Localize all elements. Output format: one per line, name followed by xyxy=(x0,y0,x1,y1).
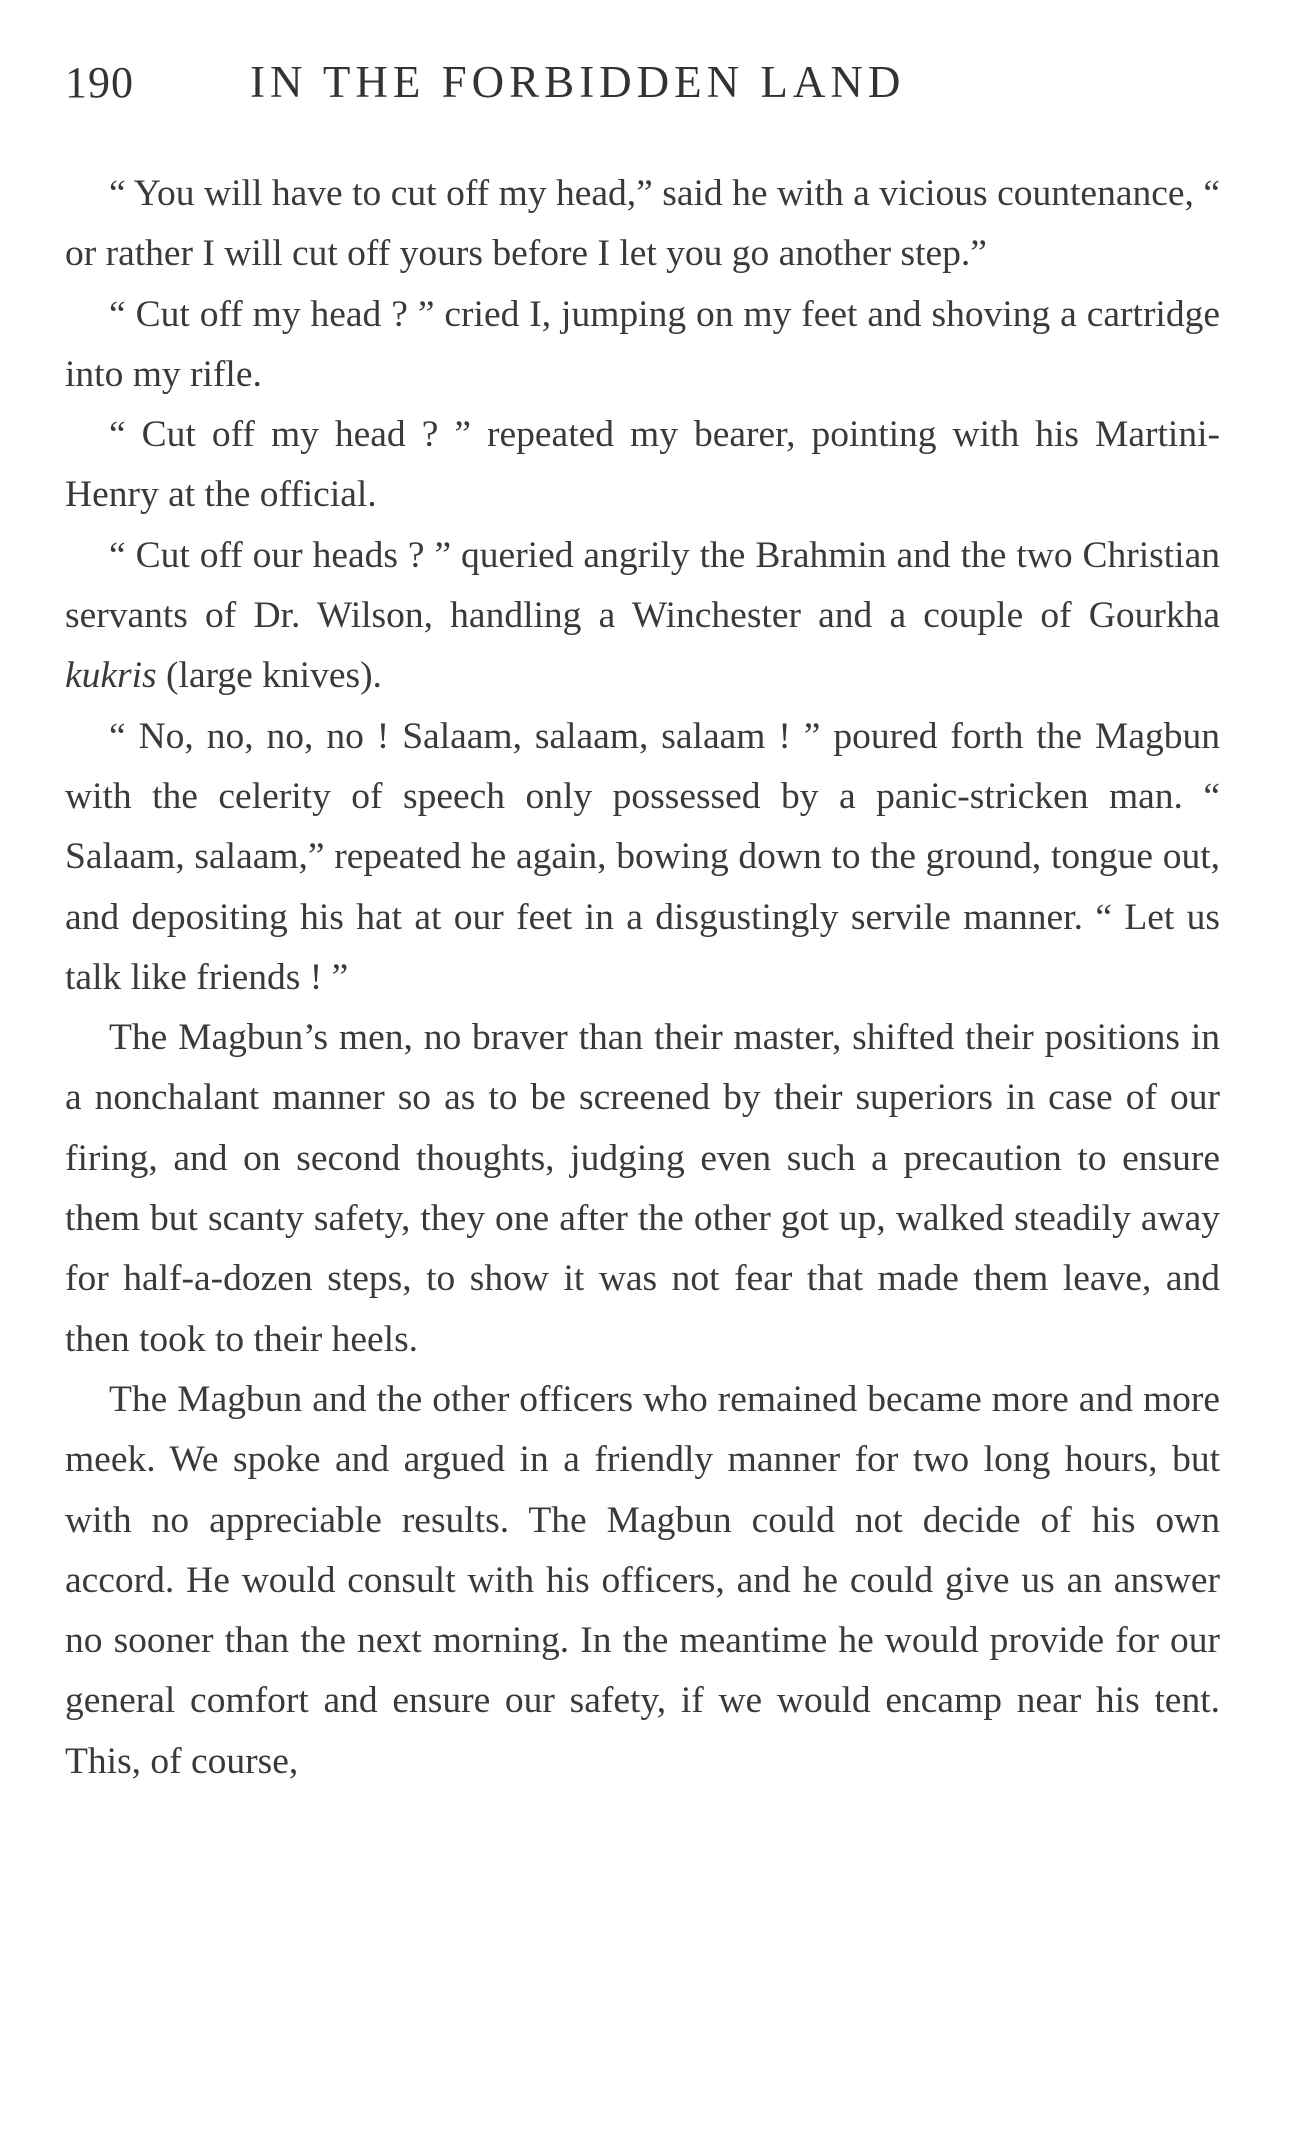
page-header xyxy=(65,56,1220,134)
page-number: 190 xyxy=(65,58,134,107)
paragraph-4-after: (large knives). xyxy=(156,655,382,697)
paragraph-4 xyxy=(65,526,1220,707)
paragraph-4-italic-word: kukris xyxy=(65,655,157,697)
paragraph-4-before: “ Cut off our heads ? ” queried angrily the Brahmin and the two Christian servants of Dr. Wilson, handling a Winchester and a couple of Gourkha xyxy=(65,534,1220,637)
paragraph-7: The Magbun and the other officers who remained became more and more meek. We spoke and argued in a friendly manner for two long hours, but with no appreciable results. The Magbun could not decide of his own accord. He would consult with his officers, and he could give us an answer no sooner than the next morning. In the meantime he would provide for our general comfort and ensure our safety, if we would encamp near his tent. This, of course, xyxy=(65,1378,1220,1782)
running-head: IN THE FORBIDDEN LAND xyxy=(250,57,906,107)
paragraph-1: “ You will have to cut off my head,” said he with a vicious countenance, “ or rather I will cut off yours before I let you go another step.” xyxy=(65,173,1220,275)
paragraph-6: The Magbun’s men, no braver than their master, shifted their positions in a nonchalant manner so as to be screened by their superiors in case of our firing, and on second thoughts, judging even such a precaution to ensure them but scanty safety, they one after the other got up, walked steadily away for half-a-dozen steps, to show it was not fear that made them leave, and then took to their heels. xyxy=(65,1017,1220,1360)
body-text xyxy=(65,164,1220,1792)
paragraph-2: “ Cut off my head ? ” cried I, jumping on my feet and shoving a cartridge into my rifle. xyxy=(65,293,1220,395)
paragraph-5: “ No, no, no, no ! Salaam, salaam, salaam ! ” poured forth the Magbun with the celerity of speech only possessed by a panic-stricken man. “ Salaam, salaam,” repeated he again, bowing down to the ground, tongue out, and depositing his hat at our feet in a disgustingly servile manner. “ Let us talk like friends ! ” xyxy=(65,715,1220,998)
paragraph-3: “ Cut off my head ? ” repeated my bearer, pointing with his Martini-Henry at the official. xyxy=(65,414,1220,516)
